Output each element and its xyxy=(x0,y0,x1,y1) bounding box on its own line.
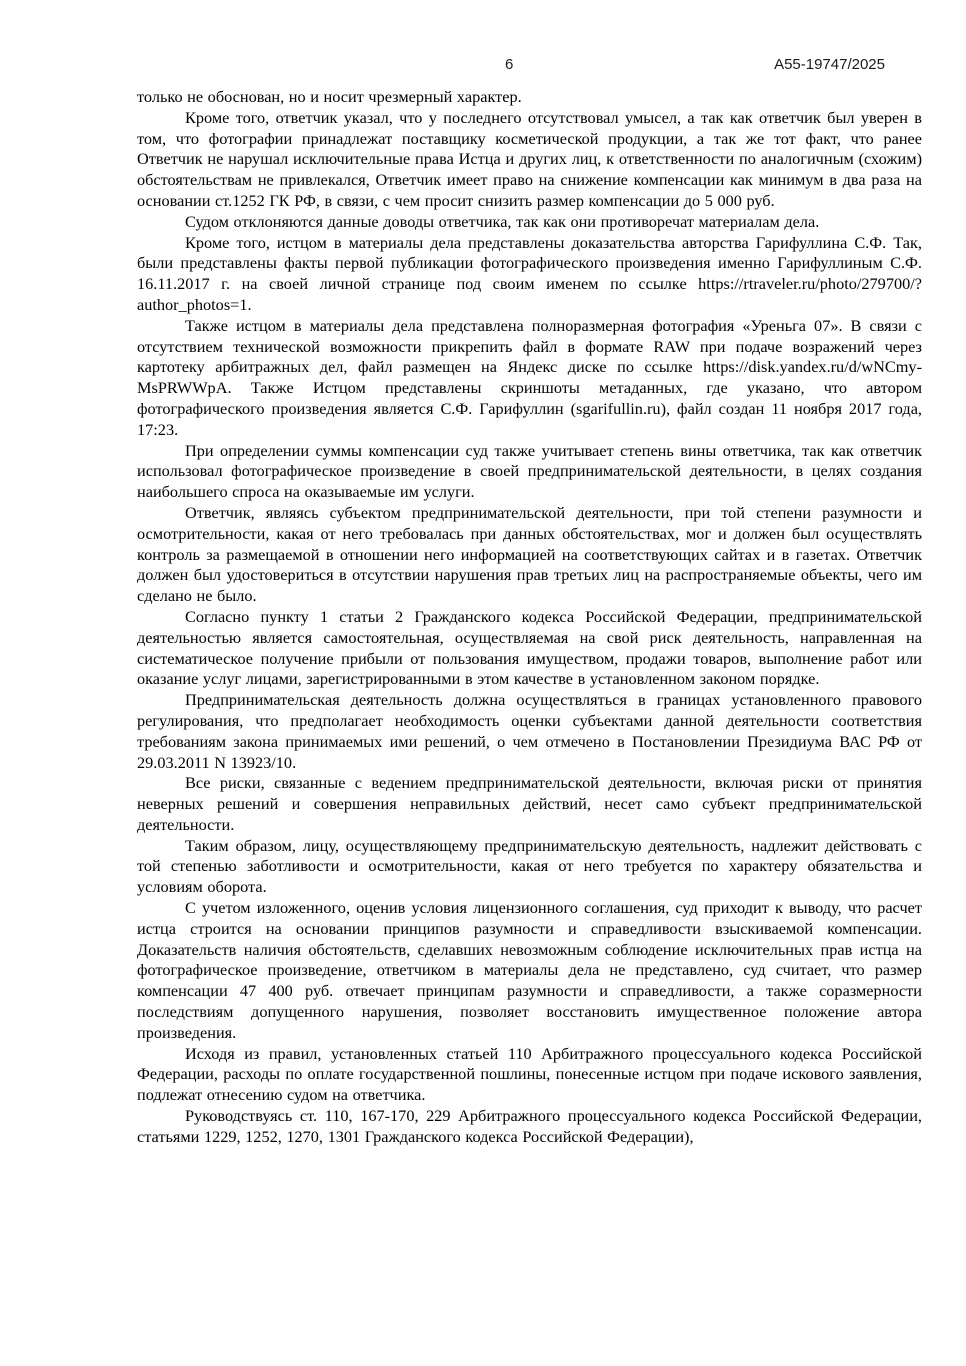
paragraph: Предпринимательская деятельность должна осуществляться в границах установленного правового регулирования, что предполагает необходимость оценки субъектами данной деятельности соответствия требованиям закона принимаемых ими решений, о чем отмечено в Постановлении Президиума ВАС РФ от 29.03.2011 N 13923/10. xyxy=(137,690,922,772)
paragraph: Исходя из правил, установленных статьей 110 Арбитражного процессуального кодекса Российской Федерации, расходы по оплате государственной пошлины, понесенные истцом при подаче искового заявления, подлежат отнесению судом на ответчика. xyxy=(137,1043,922,1105)
document-body xyxy=(137,87,922,1148)
paragraph: Также истцом в материалы дела представлена полноразмерная фотография «Уреньга 07». В связи с отсутствием технической возможности прикрепить файл в формате RAW при подаче возражений через картотеку арбитражных дел, файл размещен на Яндекс диске по ссылке https://disk.yandex.ru/d/wNCmy-MsPRWWpA. Также Истцом представлены скриншоты метаданных, где указано, что автором фотографического произведения является С.Ф. Гарифуллин (sgarifullin.ru), файл создан 11 ноября 2017 года, 17:23. xyxy=(137,315,922,439)
paragraph: Кроме того, ответчик указал, что у последнего отсутствовал умысел, а так как ответчик был уверен в том, что фотографии принадлежат поставщику косметической продукции, а так же тот факт, что ранее Ответчик не нарушал исключительные права Истца и других лиц, к ответственности по аналогичным (схожим) обстоятельствам не привлекался, Ответчик имеет право на снижение компенсации как минимум в два раза на основании ст.1252 ГК РФ, в связи, с чем просит снизить размер компенсации до 5 000 руб. xyxy=(137,107,922,210)
paragraph: Руководствуясь ст. 110, 167-170, 229 Арбитражного процессуального кодекса Российской Федерации, статьями 1229, 1252, 1270, 1301 Гражданского кодекса Российской Федерации), xyxy=(137,1106,922,1146)
paragraph: С учетом изложенного, оценив условия лицензионного соглашения, суд приходит к выводу, что расчет истца строится на основании принципов разумности и справедливости взыскиваемой компенсации. Доказательств наличия обстоятельств, сделавших невозможным соблюдение исключительных прав истца на фотографическое произведение, ответчиком в материалы дела не представлено, суд считает, что размер компенсации 47 400 руб. отвечает принципам разумности и справедливости, а также соразмерности последствиям допущенного нарушения, позволяет восстановить имущественное положение автора произведения. xyxy=(137,898,922,1042)
paragraph: Таким образом, лицу, осуществляющему предпринимательскую деятельность, надлежит действовать с той степенью заботливости и осмотрительности, какая от него требуется по характеру обязательства и условиям оборота. xyxy=(137,835,922,897)
paragraph: При определении суммы компенсации суд также учитывает степень вины ответчика, так как ответчик использовал фотографическое произведение в своей предпринимательской деятельности, в целях создания наибольшего спроса на оказываемые им услуги. xyxy=(137,440,922,502)
paragraph: Судом отклоняются данные доводы ответчика, так как они противоречат материалам дела. xyxy=(185,211,820,231)
page-number: 6 xyxy=(505,56,514,73)
paragraph: Все риски, связанные с ведением предпринимательской деятельности, включая риски от принятия неверных решений и совершения неправильных действий, несет само субъект предпринимательской деятельности. xyxy=(137,773,922,834)
paragraph: Согласно пункту 1 статьи 2 Гражданского кодекса Российской Федерации, предпринимательской деятельностью является самостоятельная, осуществляемая на свой риск деятельность, направленная на систематическое получение прибыли от пользования имуществом, продажи товаров, выполнение работ или оказание услуг лицами, зарегистрированными в этом качестве в установленном законом порядке. xyxy=(137,606,922,689)
paragraph: Ответчик, являясь субъектом предпринимательской деятельности, при той степени разумности и осмотрительности, какая от него требовалась при данных обстоятельствах, мог и должен был осуществлять контроль за размещаемой в отношении него информацией на соответствующих сайтах и в газетах. Ответчик должен был удостовериться в отсутствии нарушения прав третьих лиц на распространяемые объекты, чего им сделано не было. xyxy=(137,502,922,606)
page-header xyxy=(137,56,922,74)
case-number: А55-19747/2025 xyxy=(774,56,885,73)
paragraph: Кроме того, истцом в материалы дела представлены доказательства авторства Гарифуллина С.Ф. Так, были представлены факты первой публикации фотографического произведения именно Гарифуллиным С.Ф. 16.11.2017 г. на своей личной странице под своим именем по ссылке https://rtraveler.ru/photo/279700/?author_photos=1. xyxy=(137,232,922,314)
paragraph: только не обоснован, но и носит чрезмерный характер. xyxy=(137,87,522,106)
